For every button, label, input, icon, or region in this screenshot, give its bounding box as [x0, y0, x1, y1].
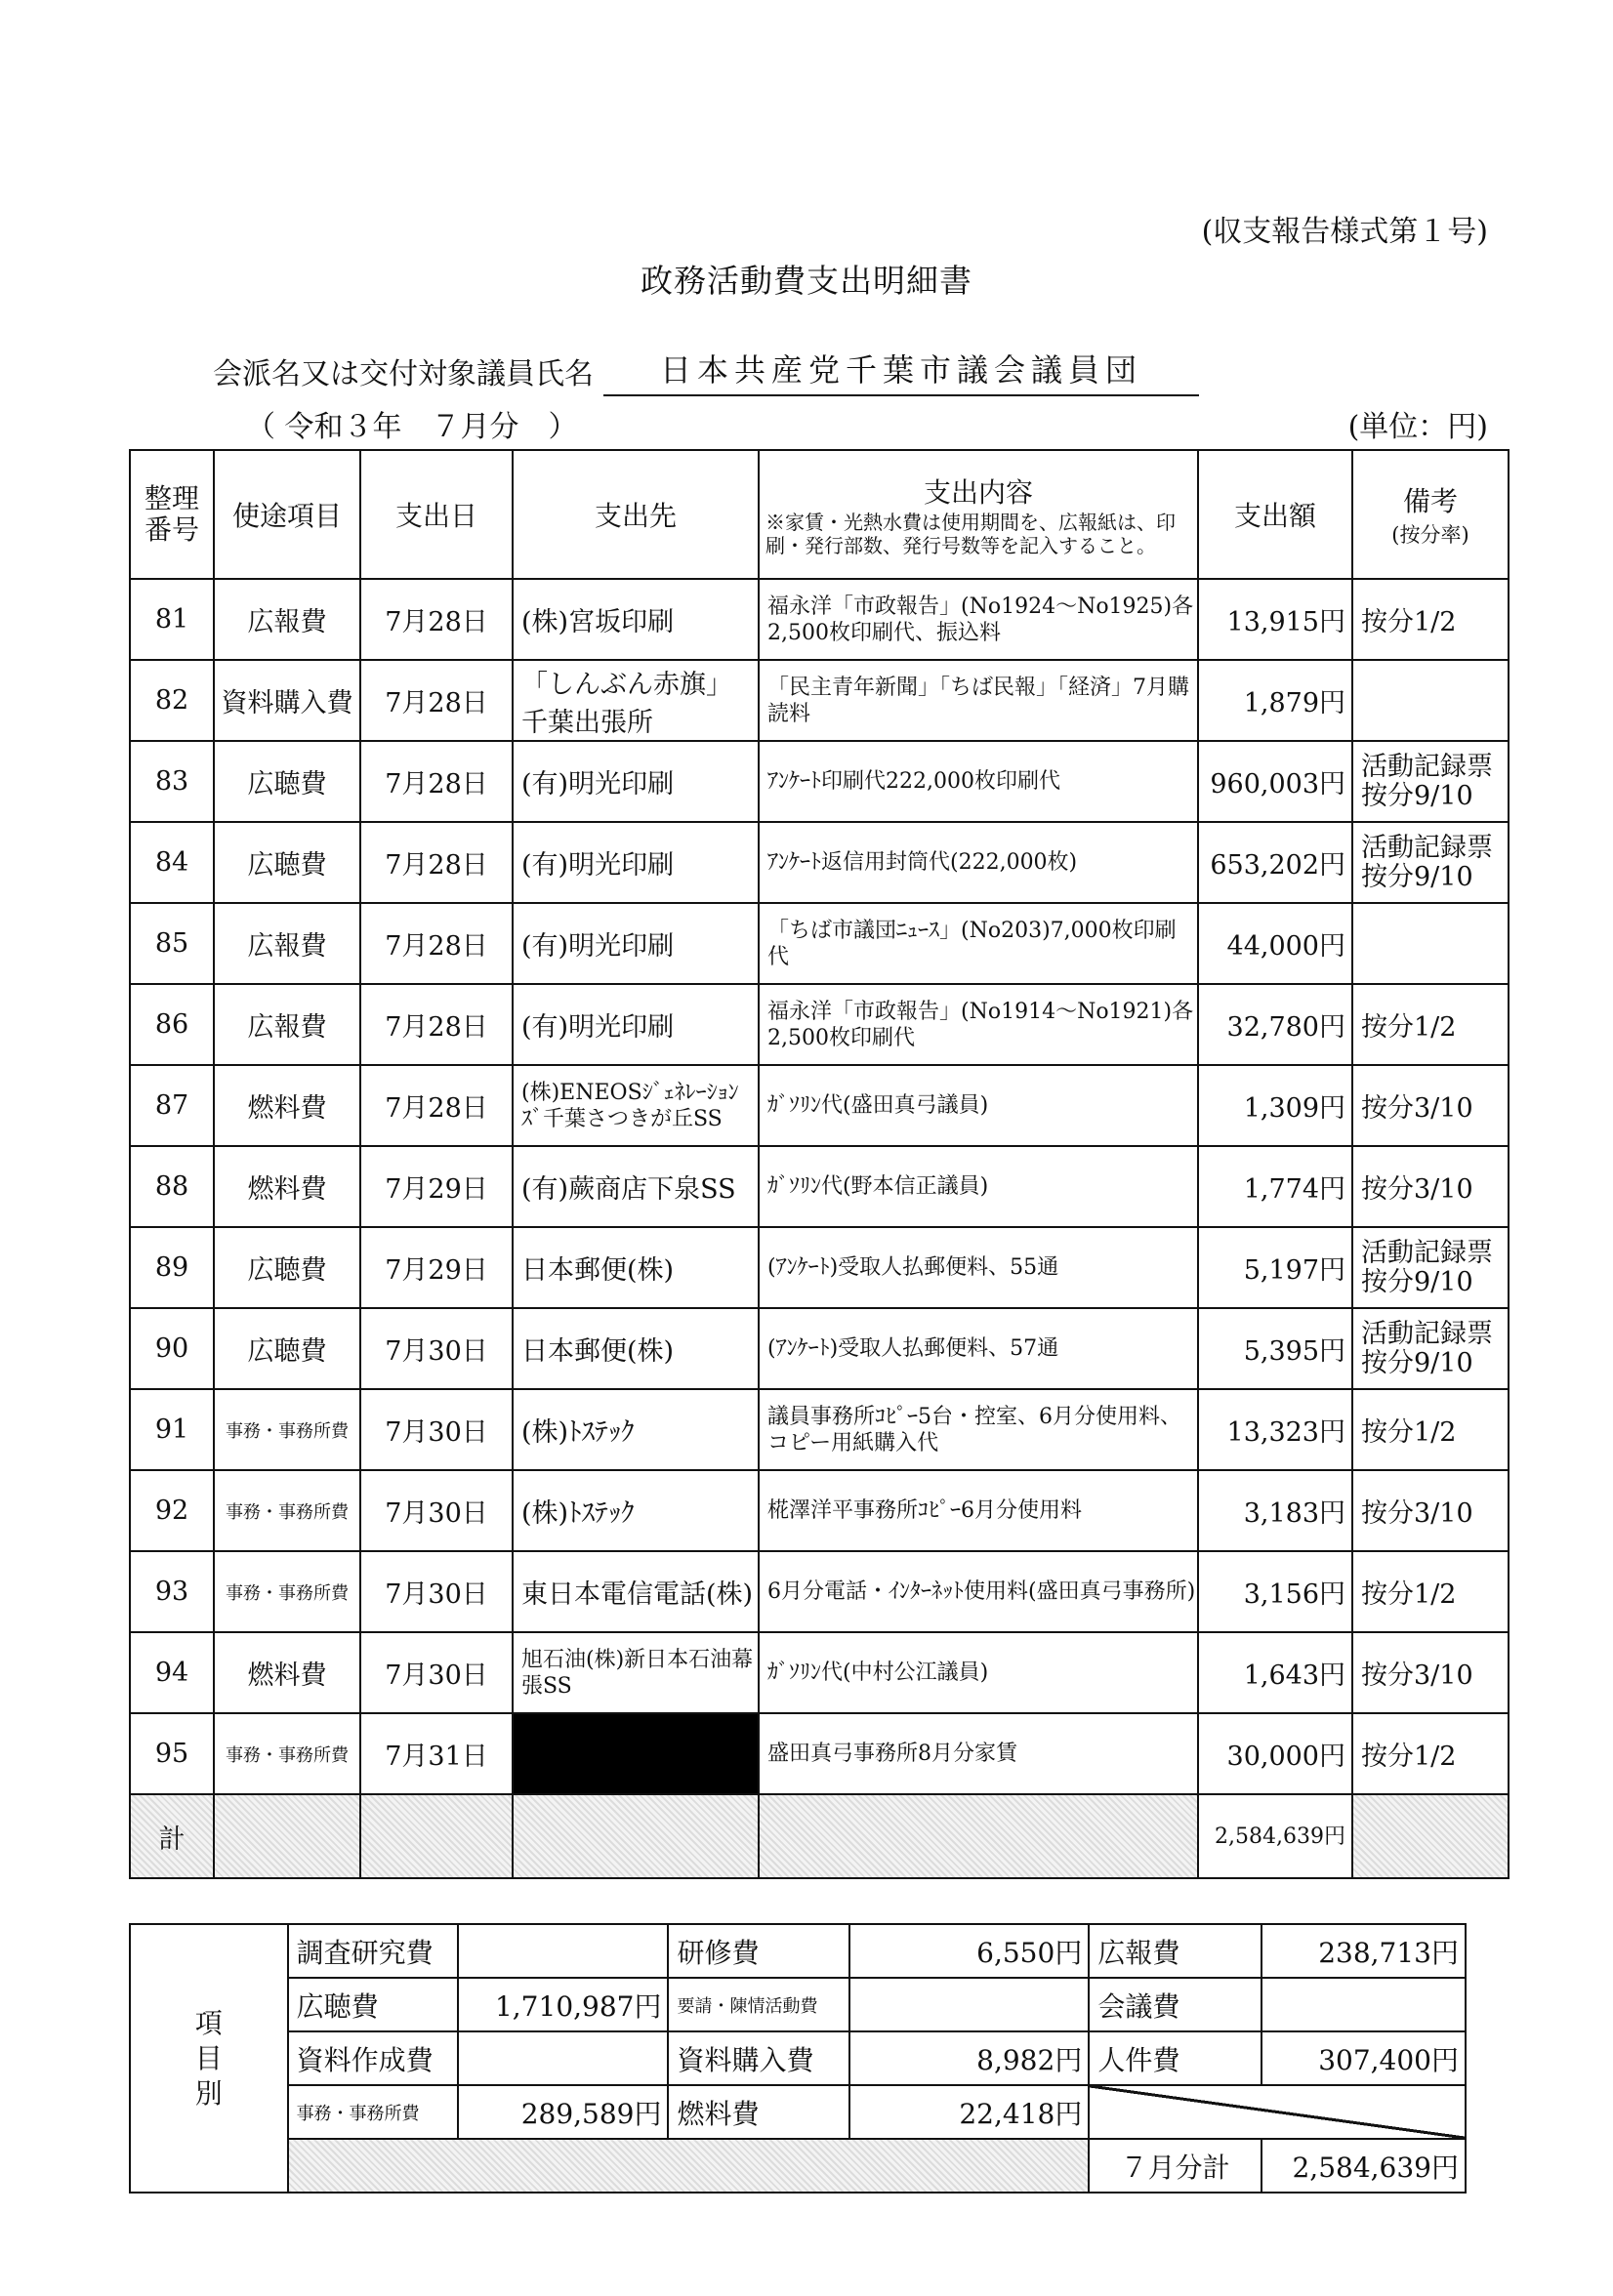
row-category: 広報費 — [214, 984, 360, 1065]
summary-training-value: 6,550円 — [849, 1924, 1090, 1978]
summary-docbuy-label: 資料購入費 — [668, 2031, 848, 2085]
header-amount: 支出額 — [1198, 450, 1352, 579]
row-number: 82 — [130, 660, 214, 741]
row-payee: 東日本電信電話(株) — [513, 1551, 759, 1632]
row-content: 福永洋「市政報告」(No1914～No1921)各2,500枚印刷代 — [759, 984, 1198, 1065]
header-remarks-title: 備考 — [1402, 485, 1458, 517]
row-category: 資料購入費 — [214, 660, 360, 741]
row-amount: 1,643円 — [1198, 1632, 1352, 1713]
row-content: 「ちば市議団ﾆｭｰｽ」(No203)7,000枚印刷代 — [759, 903, 1198, 984]
summary-row-1 — [130, 1924, 1466, 1978]
header-remarks — [1352, 450, 1509, 579]
row-category: 事務・事務所費 — [214, 1389, 360, 1470]
row-number: 91 — [130, 1389, 214, 1470]
row-content: ｱﾝｹｰﾄ印刷代222,000枚印刷代 — [759, 741, 1198, 822]
row-number: 95 — [130, 1713, 214, 1794]
row-content: ｶﾞｿﾘﾝ代(中村公江議員) — [759, 1632, 1198, 1713]
row-payee-redacted — [513, 1713, 759, 1794]
row-amount: 13,323円 — [1198, 1389, 1352, 1470]
summary-docbuy-value: 8,982円 — [849, 2031, 1090, 2085]
row-amount: 5,395円 — [1198, 1308, 1352, 1389]
row-date: 7月29日 — [360, 1146, 513, 1227]
summary-row-3 — [130, 2031, 1466, 2085]
row-date: 7月30日 — [360, 1308, 513, 1389]
row-payee: 日本郵便(株) — [513, 1227, 759, 1308]
row-number: 83 — [130, 741, 214, 822]
row-category: 燃料費 — [214, 1146, 360, 1227]
row-date: 7月28日 — [360, 822, 513, 903]
row-category: 事務・事務所費 — [214, 1470, 360, 1551]
row-payee: 日本郵便(株) — [513, 1308, 759, 1389]
summary-office-label: 事務・事務所費 — [288, 2085, 459, 2139]
table-row — [130, 1146, 1509, 1227]
row-category: 広聴費 — [214, 822, 360, 903]
summary-row-4 — [130, 2085, 1466, 2139]
row-payee: (有)明光印刷 — [513, 822, 759, 903]
document-title: 政務活動費支出明細書 — [641, 262, 972, 300]
row-date: 7月30日 — [360, 1470, 513, 1551]
row-category: 事務・事務所費 — [214, 1551, 360, 1632]
row-remarks: 活動記録票按分9/10 — [1352, 822, 1509, 903]
summary-side-label: 項 目 別 — [130, 1924, 288, 2193]
summary-shaded-cell — [288, 2139, 1090, 2193]
row-amount: 653,202円 — [1198, 822, 1352, 903]
row-content: 椛澤洋平事務所ｺﾋﾟｰ6月分使用料 — [759, 1470, 1198, 1551]
total-amount: 2,584,639円 — [1198, 1794, 1352, 1878]
table-row — [130, 1713, 1509, 1794]
table-header-row — [130, 450, 1509, 579]
summary-meeting-value — [1261, 1978, 1466, 2031]
table-row — [130, 1470, 1509, 1551]
row-category: 燃料費 — [214, 1632, 360, 1713]
form-number: (収支報告様式第１号) — [1201, 215, 1488, 249]
table-row — [130, 660, 1509, 741]
row-content: 福永洋「市政報告」(No1924～No1925)各2,500枚印刷代、振込料 — [759, 579, 1198, 660]
row-date: 7月28日 — [360, 984, 513, 1065]
summary-office-value: 289,589円 — [458, 2085, 668, 2139]
table-row — [130, 1551, 1509, 1632]
row-content: ｶﾞｿﾘﾝ代(盛田真弓議員) — [759, 1065, 1198, 1146]
row-date: 7月28日 — [360, 741, 513, 822]
summary-petition-value — [849, 1978, 1090, 2031]
row-date: 7月31日 — [360, 1713, 513, 1794]
row-remarks: 按分1/2 — [1352, 1551, 1509, 1632]
header-date: 支出日 — [360, 450, 513, 579]
row-remarks: 按分3/10 — [1352, 1470, 1509, 1551]
header-content-title: 支出内容 — [923, 476, 1033, 509]
row-amount: 3,183円 — [1198, 1470, 1352, 1551]
summary-fuel-label: 燃料費 — [668, 2085, 848, 2139]
summary-research-label: 調査研究費 — [288, 1924, 459, 1978]
row-payee: (有)明光印刷 — [513, 903, 759, 984]
row-number: 81 — [130, 579, 214, 660]
table-row — [130, 1389, 1509, 1470]
table-row — [130, 984, 1509, 1065]
member-name: 日本共産党千葉市議会議員団 — [603, 346, 1199, 396]
member-label: 会派名又は交付対象議員氏名 — [213, 357, 594, 391]
header-payee: 支出先 — [513, 450, 759, 579]
row-amount: 44,000円 — [1198, 903, 1352, 984]
row-date: 7月30日 — [360, 1632, 513, 1713]
row-number: 92 — [130, 1470, 214, 1551]
row-remarks: 按分3/10 — [1352, 1065, 1509, 1146]
row-amount: 1,309円 — [1198, 1065, 1352, 1146]
row-remarks: 活動記録票按分9/10 — [1352, 1308, 1509, 1389]
summary-month-total-label: ７月分計 — [1089, 2139, 1261, 2193]
table-row — [130, 579, 1509, 660]
summary-month-total-value: 2,584,639円 — [1261, 2139, 1466, 2193]
row-date: 7月29日 — [360, 1227, 513, 1308]
row-number: 94 — [130, 1632, 214, 1713]
header-content — [759, 450, 1198, 579]
row-content: ｶﾞｿﾘﾝ代(野本信正議員) — [759, 1146, 1198, 1227]
table-row — [130, 822, 1509, 903]
row-remarks: 按分1/2 — [1352, 1713, 1509, 1794]
row-amount: 3,156円 — [1198, 1551, 1352, 1632]
header-remarks-note: (按分率) — [1391, 523, 1469, 547]
row-category: 広報費 — [214, 903, 360, 984]
row-number: 88 — [130, 1146, 214, 1227]
table-row — [130, 741, 1509, 822]
row-payee: (株)ﾄｽﾃｯｸ — [513, 1389, 759, 1470]
row-content: (ｱﾝｹｰﾄ)受取人払郵便料、55通 — [759, 1227, 1198, 1308]
summary-fuel-value: 22,418円 — [849, 2085, 1090, 2139]
total-row — [130, 1794, 1509, 1878]
row-date: 7月28日 — [360, 903, 513, 984]
expense-table — [129, 449, 1510, 1879]
row-date: 7月28日 — [360, 660, 513, 741]
report-period: （ 令和３年 ７月分 ） — [246, 410, 578, 444]
table-row — [130, 903, 1509, 984]
row-number: 87 — [130, 1065, 214, 1146]
row-payee: (有)明光印刷 — [513, 741, 759, 822]
row-remarks: 按分3/10 — [1352, 1632, 1509, 1713]
summary-personnel-value: 307,400円 — [1261, 2031, 1466, 2085]
row-amount: 1,879円 — [1198, 660, 1352, 741]
summary-row-2 — [130, 1978, 1466, 2031]
summary-docmake-value — [458, 2031, 668, 2085]
row-payee: 旭石油(株)新日本石油幕張SS — [513, 1632, 759, 1713]
row-date: 7月30日 — [360, 1551, 513, 1632]
row-date: 7月30日 — [360, 1389, 513, 1470]
header-content-note: ※家賃・光熱水費は使用期間を、広報紙は、印刷・発行部数、発行号数等を記入すること。 — [765, 511, 1176, 557]
row-amount: 32,780円 — [1198, 984, 1352, 1065]
total-label: 計 — [130, 1794, 214, 1878]
row-payee: (株)宮坂印刷 — [513, 579, 759, 660]
table-row — [130, 1308, 1509, 1389]
row-remarks: 按分3/10 — [1352, 1146, 1509, 1227]
summary-row-5 — [130, 2139, 1466, 2193]
row-content: 議員事務所ｺﾋﾟｰ5台・控室、6月分使用料、コピー用紙購入代 — [759, 1389, 1198, 1470]
row-payee: (有)明光印刷 — [513, 984, 759, 1065]
unit-label: (単位：円) — [1347, 410, 1488, 444]
summary-meeting-label: 会議費 — [1089, 1978, 1261, 2031]
row-remarks — [1352, 903, 1509, 984]
row-number: 85 — [130, 903, 214, 984]
row-amount: 1,774円 — [1198, 1146, 1352, 1227]
header-no: 整理 番号 — [130, 450, 214, 579]
row-amount: 30,000円 — [1198, 1713, 1352, 1794]
summary-table — [129, 1923, 1467, 2194]
row-content: (ｱﾝｹｰﾄ)受取人払郵便料、57通 — [759, 1308, 1198, 1389]
row-date: 7月28日 — [360, 1065, 513, 1146]
row-remarks: 按分1/2 — [1352, 1389, 1509, 1470]
summary-docmake-label: 資料作成費 — [288, 2031, 459, 2085]
row-payee: (株)ﾄｽﾃｯｸ — [513, 1470, 759, 1551]
row-number: 86 — [130, 984, 214, 1065]
summary-hearing-label: 広聴費 — [288, 1978, 459, 2031]
row-remarks — [1352, 660, 1509, 741]
row-amount: 13,915円 — [1198, 579, 1352, 660]
table-row — [130, 1632, 1509, 1713]
row-amount: 960,003円 — [1198, 741, 1352, 822]
row-category: 広聴費 — [214, 1308, 360, 1389]
row-amount: 5,197円 — [1198, 1227, 1352, 1308]
row-category: 事務・事務所費 — [214, 1713, 360, 1794]
row-number: 90 — [130, 1308, 214, 1389]
row-content: 「民主青年新聞」「ちば民報」「経済」7月購読料 — [759, 660, 1198, 741]
row-number: 84 — [130, 822, 214, 903]
row-number: 89 — [130, 1227, 214, 1308]
row-payee: 「しんぶん赤旗」千葉出張所 — [513, 660, 759, 741]
row-remarks: 按分1/2 — [1352, 579, 1509, 660]
row-remarks: 活動記録票按分9/10 — [1352, 1227, 1509, 1308]
summary-pr-label: 広報費 — [1089, 1924, 1261, 1978]
row-number: 93 — [130, 1551, 214, 1632]
summary-hearing-value: 1,710,987円 — [458, 1978, 668, 2031]
row-content: ｱﾝｹｰﾄ返信用封筒代(222,000枚) — [759, 822, 1198, 903]
row-category: 広聴費 — [214, 1227, 360, 1308]
row-content: 6月分電話・ｲﾝﾀｰﾈｯﾄ使用料(盛田真弓事務所) — [759, 1551, 1198, 1632]
header-category: 使途項目 — [214, 450, 360, 579]
row-remarks: 活動記録票按分9/10 — [1352, 741, 1509, 822]
summary-pr-value: 238,713円 — [1261, 1924, 1466, 1978]
row-payee: (有)蕨商店下泉SS — [513, 1146, 759, 1227]
row-category: 燃料費 — [214, 1065, 360, 1146]
summary-slash-cell — [1089, 2085, 1466, 2139]
summary-training-label: 研修費 — [668, 1924, 848, 1978]
row-content: 盛田真弓事務所8月分家賃 — [759, 1713, 1198, 1794]
row-category: 広聴費 — [214, 741, 360, 822]
summary-research-value — [458, 1924, 668, 1978]
summary-personnel-label: 人件費 — [1089, 2031, 1261, 2085]
summary-petition-label: 要請・陳情活動費 — [668, 1978, 848, 2031]
row-category: 広報費 — [214, 579, 360, 660]
row-payee: (株)ENEOSｼﾞｪﾈﾚｰｼｮﾝｽﾞ千葉さつきが丘SS — [513, 1065, 759, 1146]
table-row — [130, 1065, 1509, 1146]
row-date: 7月28日 — [360, 579, 513, 660]
row-remarks: 按分1/2 — [1352, 984, 1509, 1065]
table-row — [130, 1227, 1509, 1308]
